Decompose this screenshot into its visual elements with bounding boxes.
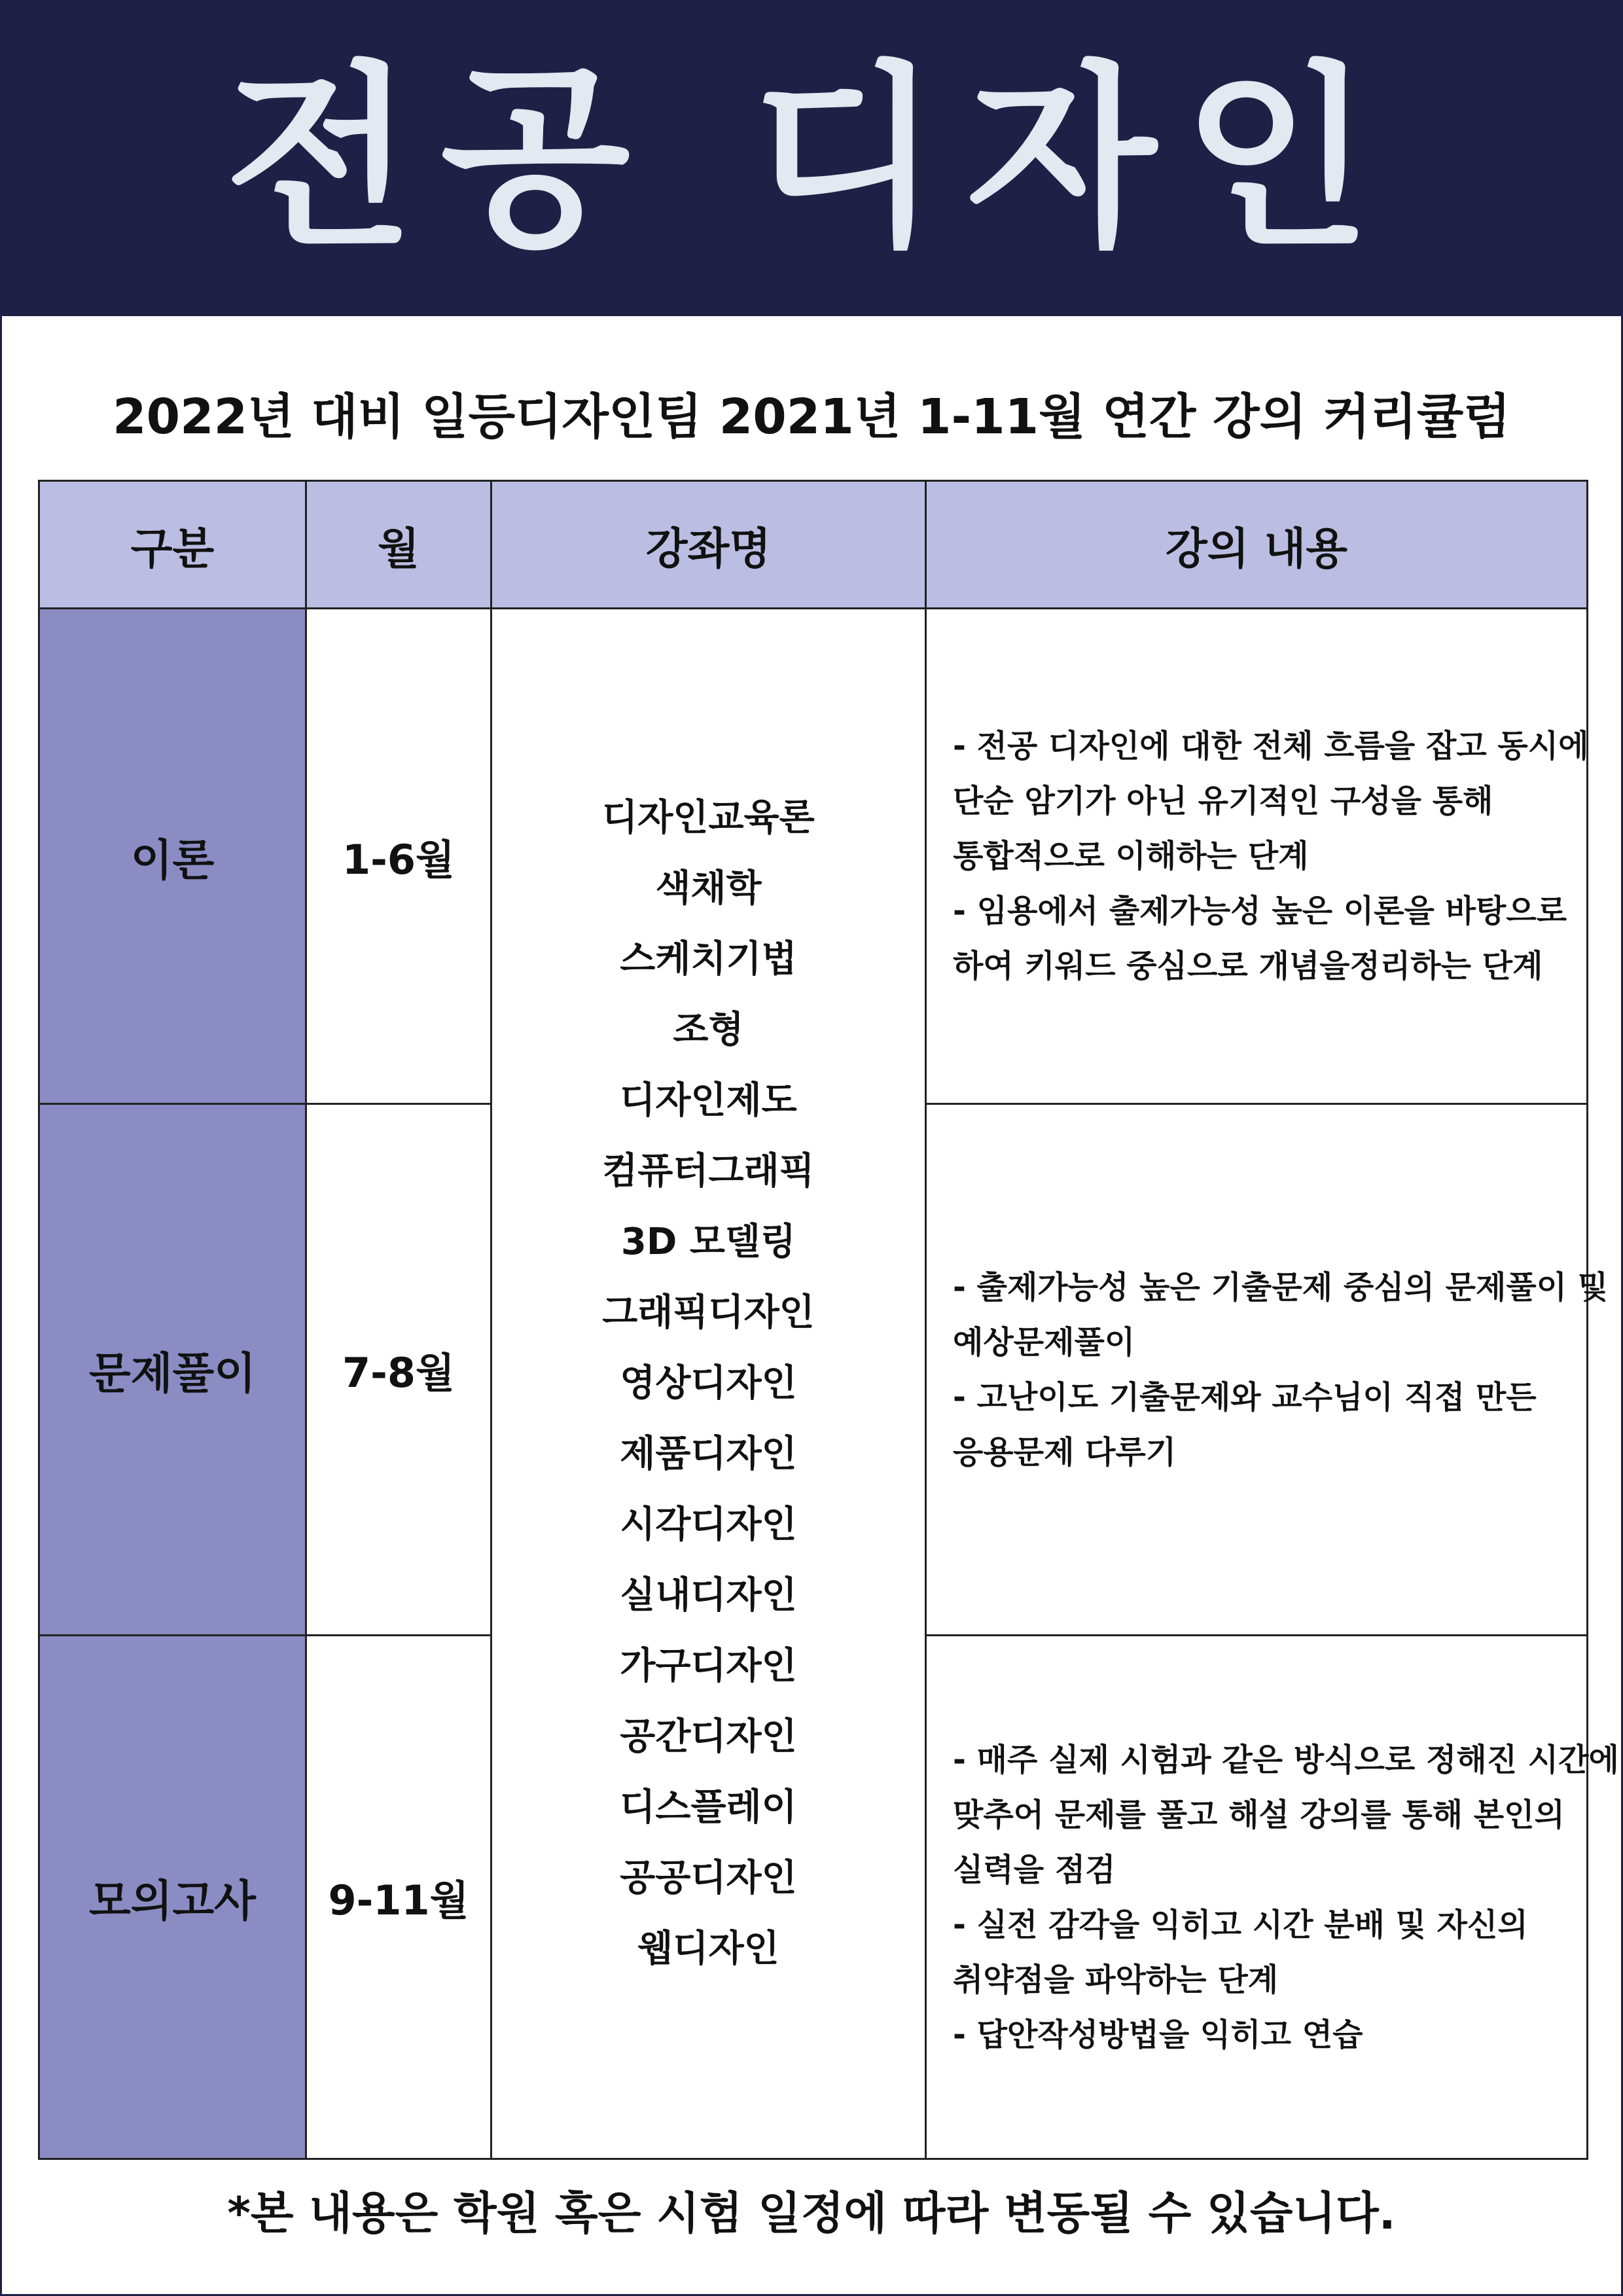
banner-title: 전공 디자인 <box>224 45 1399 273</box>
list-item: 컴퓨터그래픽 <box>602 1150 815 1193</box>
content-line: 단순 암기가 아닌 유기적인 구성을 통해 <box>953 783 1493 819</box>
content-line: - 출제가능성 높은 기출문제 중심의 문제풀이 및 <box>953 1268 1609 1306</box>
table-header-row <box>39 481 1588 609</box>
content-line: 통합적으로 이해하는 단계 <box>953 838 1309 874</box>
list-item: 영상디자인 <box>620 1362 797 1405</box>
content-cell <box>926 609 1588 1104</box>
table-row <box>39 609 1588 1104</box>
content-line: - 매주 실제 시험과 같은 방식으로 정해진 시간에 <box>953 1741 1619 1778</box>
list-item: 조형 <box>673 1009 744 1051</box>
content-line: 맞추어 문제를 풀고 해설 강의를 통해 본인의 <box>953 1796 1565 1833</box>
header-month: 월 <box>306 481 491 609</box>
category-cell: 이론 <box>39 609 306 1104</box>
list-item: 디자인제도 <box>620 1079 797 1122</box>
month-cell: 1-6월 <box>306 609 491 1104</box>
list-item: 디자인교육론 <box>602 797 815 839</box>
curriculum-subtitle: 2022년 대비 일등디자인팀 2021년 1-11월 연간 강의 커리큘럼 <box>113 389 1510 445</box>
list-item: 3D 모델링 <box>620 1221 796 1263</box>
course-list <box>492 783 925 1984</box>
content-line: - 실전 감각을 익히고 시간 분배 및 자신의 <box>953 1906 1528 1943</box>
content-line: 응용문제 다루기 <box>953 1433 1177 1471</box>
month-cell: 9-11월 <box>306 1636 491 2159</box>
content-line: - 임용에서 출제가능성 높은 이론을 바탕으로 <box>953 893 1567 929</box>
header-lecture-content: 강의 내용 <box>926 481 1588 609</box>
content-line: - 전공 디자인에 대한 전체 흐름을 잡고 동시에 <box>953 728 1589 764</box>
category-cell: 문제풀이 <box>39 1104 306 1636</box>
list-item: 공간디자인 <box>620 1715 797 1758</box>
category-cell: 모의고사 <box>39 1636 306 2159</box>
header-course-name: 강좌명 <box>491 481 926 609</box>
list-item: 시각디자인 <box>620 1503 797 1546</box>
footnote: *본 내용은 학원 혹은 시험 일정에 따라 변동될 수 있습니다. <box>227 2188 1396 2240</box>
header-category: 구분 <box>39 481 306 609</box>
list-item: 그래픽디자인 <box>602 1291 815 1334</box>
content-cell <box>926 1104 1609 1636</box>
list-item: 실내디자인 <box>620 1574 797 1617</box>
list-item: 색채학 <box>655 867 762 910</box>
list-item: 디스플레이 <box>620 1786 797 1829</box>
curriculum-table <box>38 480 1619 2160</box>
content-line: - 답안작성방법을 익히고 연습 <box>953 2016 1363 2053</box>
content-line: 예상문제풀이 <box>953 1323 1135 1361</box>
list-item: 웹디자인 <box>637 1928 779 1970</box>
month-cell: 7-8월 <box>306 1104 491 1636</box>
course-list-cell <box>491 609 926 2159</box>
content-line: 실력을 점검 <box>953 1851 1116 1888</box>
content-line: 하여 키워드 중심으로 개념을정리하는 단계 <box>953 948 1543 984</box>
content-line: 취약점을 파악하는 단계 <box>953 1961 1279 1998</box>
content-cell <box>926 1636 1619 2159</box>
content-line: - 고난이도 기출문제와 교수님이 직접 만든 <box>953 1378 1537 1416</box>
list-item: 공공디자인 <box>620 1857 797 1899</box>
list-item: 스케치기법 <box>620 938 797 980</box>
list-item: 가구디자인 <box>620 1645 797 1687</box>
title-banner <box>2 2 1621 316</box>
list-item: 제품디자인 <box>620 1433 797 1475</box>
